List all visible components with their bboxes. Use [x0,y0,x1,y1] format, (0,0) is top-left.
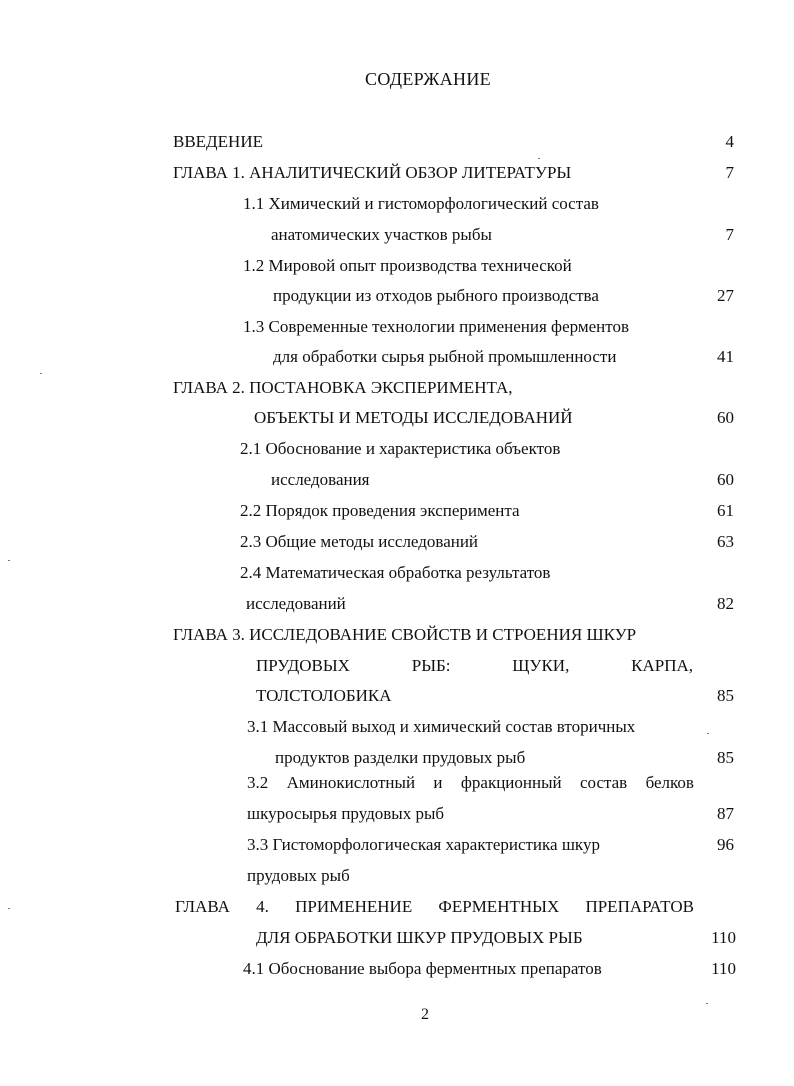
page-number: 2 [421,1006,429,1023]
toc-page-chapter-3: 85 [717,686,734,705]
toc-word: ГЛАВА [175,897,230,916]
toc-entry-chapter-3-line2 [256,655,693,677]
toc-page-1-1: 7 [725,225,734,244]
scan-speck [40,373,42,374]
toc-page-chapter-4: 110 [711,928,736,947]
toc-page-chapter-2: 60 [717,408,734,427]
toc-entry-chapter-2-line2: ОБЪЕКТЫ И МЕТОДЫ ИССЛЕДОВАНИЙ [254,408,573,427]
toc-entry-2-3: 2.3 Общие методы исследований [240,532,479,551]
toc-word: ПРУДОВЫХ [256,656,350,675]
toc-entry-1-1-line1: 1.1 Химический и гистоморфологический состав [243,194,599,213]
toc-entry-chapter-1: ГЛАВА 1. АНАЛИТИЧЕСКИЙ ОБЗОР ЛИТЕРАТУРЫ [173,163,572,182]
toc-entry-4-1: 4.1 Обоснование выбора ферментных препаратов [243,959,602,978]
toc-entry-3-3-line2: прудовых рыб [247,866,350,885]
toc-entry-1-3-line1: 1.3 Современные технологии применения ферментов [243,317,629,336]
toc-entry-chapter-4-line1 [175,896,694,918]
toc-word: фракционный [460,773,562,792]
toc-entry-chapter-3-line1: ГЛАВА 3. ИССЛЕДОВАНИЕ СВОЙСТВ И СТРОЕНИЯ ШКУР [173,625,637,644]
page-title: СОДЕРЖАНИЕ [365,69,491,89]
toc-word: ФЕРМЕНТНЫХ [438,897,560,916]
scan-speck [538,158,540,159]
toc-word: ЩУКИ, [512,656,570,675]
toc-word: ПРЕПАРАТОВ [585,897,694,916]
toc-entry-3-1-line1: 3.1 Массовый выход и химический состав вторичных [247,717,636,736]
scan-speck [707,733,709,734]
toc-page-2-3: 63 [717,532,734,551]
toc-entry-2-1-line2: исследования [271,470,370,489]
scan-speck [8,908,10,909]
toc-entry-3-3-line1: 3.3 Гистоморфологическая характеристика шкур [247,835,600,854]
scan-speck [706,1003,708,1004]
toc-entry-3-1-line2: продуктов разделки прудовых рыб [275,748,526,767]
toc-page-3-1: 85 [717,748,734,767]
toc-page-1-2: 27 [717,286,734,305]
toc-entry-chapter-4-line2: ДЛЯ ОБРАБОТКИ ШКУР ПРУДОВЫХ РЫБ [256,928,583,947]
toc-entry-chapter-3-line3: ТОЛСТОЛОБИКА [256,686,392,705]
toc-page-chapter-1: 7 [725,163,734,182]
toc-entry-3-2-line2: шкуросырья прудовых рыб [247,804,445,823]
toc-entry-3-2-line1 [247,772,694,794]
toc-word: Аминокислотный [286,773,416,792]
toc-word: состав [579,773,628,792]
toc-word: РЫБ: [411,656,451,675]
toc-entry-1-3-line2: для обработки сырья рыбной промышленности [273,347,617,366]
toc-word: КАРПА, [631,656,693,675]
toc-page-2-4: 82 [717,594,734,613]
toc-word: 4. [256,897,269,916]
toc-entry-2-1-line1: 2.1 Обоснование и характеристика объектов [240,439,561,458]
toc-entry-1-1-line2: анатомических участков рыбы [271,225,492,244]
toc-word: ПРИМЕНЕНИЕ [295,897,413,916]
toc-page-3-2: 87 [717,804,734,823]
toc-word: белков [645,773,694,792]
toc-entry-1-2-line2: продукции из отходов рыбного производства [273,286,599,305]
toc-entry-introduction: ВВЕДЕНИЕ [173,132,263,151]
toc-page-2-2: 61 [717,501,734,520]
toc-page-4-1: 110 [711,959,736,978]
toc-page-introduction: 4 [725,132,734,151]
toc-entry-1-2-line1: 1.2 Мировой опыт производства технической [243,256,572,275]
toc-word: 3.2 [247,773,269,792]
toc-entry-2-2: 2.2 Порядок проведения эксперимента [240,501,520,520]
toc-page-3-3: 96 [717,835,734,854]
toc-page-2-1: 60 [717,470,734,489]
toc-word: и [433,773,443,792]
toc-entry-chapter-2-line1: ГЛАВА 2. ПОСТАНОВКА ЭКСПЕРИМЕНТА, [173,378,513,397]
toc-page-1-3: 41 [717,347,734,366]
toc-entry-2-4-line1: 2.4 Математическая обработка результатов [240,563,551,582]
scan-speck [8,560,10,561]
toc-entry-2-4-line2: исследований [246,594,346,613]
